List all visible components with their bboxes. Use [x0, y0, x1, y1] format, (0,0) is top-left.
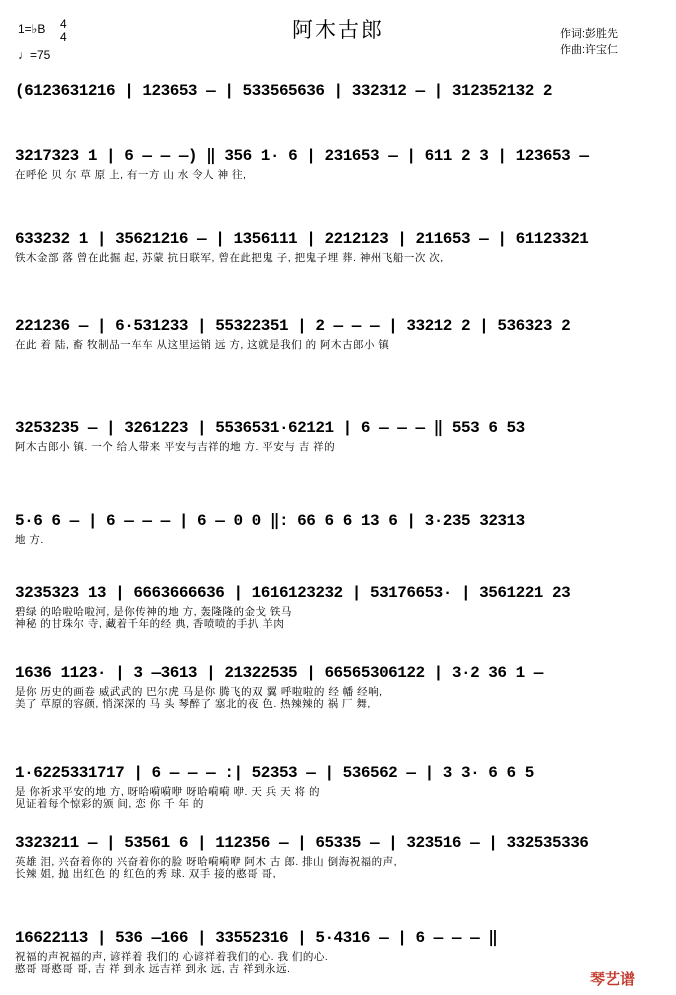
lyrics-line-1: 祝福的声祝福的声, 谚祥着 我们的 心谚祥着我们的心. 我 们的心.	[15, 951, 329, 963]
jianpu-notes: 3217323 1 | 6 — — —) ‖ 356 1· 6 | 231653 — | 611 2 3 | 123653 —	[15, 147, 589, 165]
jianpu-notes: 16622113 | 536 —166 | 33552316 | 5·4316 — | 6 — — — ‖	[15, 929, 498, 947]
lyrics-line-1: 碧绿 的哈啦哈啦河, 是你传神的地 方, 轰隆隆的金戈 铁马	[15, 606, 292, 618]
tempo-marking: ♩=75	[18, 48, 51, 62]
lyrics-line-2: 神秘 的甘珠尔 寺, 藏着千年的经 典, 香喷喷的手扒 羊肉	[15, 618, 285, 630]
jianpu-notes: 3235323 13 | 6663666636 | 1616123232 | 53176653· | 3561221 23	[15, 584, 571, 602]
lyrics-line-1: 在呼伦 贝 尔 草 原 上, 有一方 山 水 令人 神 往,	[15, 169, 247, 181]
composer: 作曲:许宝仁	[560, 44, 619, 56]
jianpu-notes: 3323211 — | 53561 6 | 112356 — | 65335 — | 323516 — | 332535336	[15, 834, 589, 852]
score-row	[15, 580, 660, 630]
lyrics-line-1: 是你 历史的画卷 威武武的 巴尔虎 马是你 腾飞的双 翼 呼啦啦的 经 幡 经响,	[15, 686, 383, 698]
song-title: 阿木古郎	[292, 19, 384, 42]
jianpu-notes: 633232 1 | 35621216 — | 1356111 | 2212123 | 211653 — | 61123321	[15, 230, 589, 248]
score-row	[15, 508, 660, 546]
score-row	[15, 313, 660, 351]
score-row	[15, 660, 660, 710]
key-signature: 1=♭B	[18, 22, 46, 36]
score-row	[15, 830, 660, 880]
jianpu-notes: 5·6 6 — | 6 — — — | 6 — 0 0 ‖: 66 6 6 13 6 | 3·235 32313	[15, 512, 525, 530]
lyrics-line-1: 在此 着 陆, 畜 牧制品一车车 从这里运销 远 方, 这就是我们 的 阿木古郎小 镇	[15, 339, 390, 351]
score-row	[15, 760, 660, 810]
score-row	[15, 925, 660, 975]
lyrics-line-1: 是 你祈求平安的地 方, 呀哈嗬嗬咿 呀哈嗬嗬 咿. 天 兵 天 将 的	[15, 786, 321, 798]
lyricist: 作词:彭胜先	[560, 28, 619, 40]
score-row	[15, 78, 660, 104]
score-row	[15, 143, 660, 181]
lyrics-line-1: 铁木金部 落 曾在此掘 起, 苏蒙 抗日联军, 曾在此把鬼 子, 把鬼子埋 葬. 神州飞船一次 次,	[15, 252, 444, 264]
jianpu-notes: (6123631216 | 123653 — | 533565636 | 332312 — | 312352132 2	[15, 82, 552, 100]
jianpu-notes: 221236 — | 6·531233 | 55322351 | 2 — — — | 33212 2 | 536323 2	[15, 317, 571, 335]
credits	[560, 26, 618, 58]
jianpu-notes: 1·6225331717 | 6 — — — :| 52353 — | 536562 — | 3 3· 6 6 5	[15, 764, 534, 782]
score-row	[15, 415, 660, 453]
jianpu-notes: 1636 1123· | 3 —3613 | 21322535 | 66565306122 | 3·2 36 1 —	[15, 664, 543, 682]
lyrics-line-2: 美了 草原的容颜, 悄深深的 马 头 琴醉了 塞北的夜 色. 热辣辣的 祸 厂 舞,	[15, 698, 371, 710]
watermark-logo: 琴艺谱	[590, 971, 636, 988]
lyrics-line-1: 阿木古郎小 镇. 一个 给人带来 平安与吉祥的地 方. 平安与 吉 祥的	[15, 441, 336, 453]
lyrics-line-2: 长辣 姐, 抛 出红色 的 红色的秀 球. 双手 接的憨哥 哥,	[15, 868, 277, 880]
lyrics-line-2: 见证着每个惊彩的颁 间, 恋 你 千 年 的	[15, 798, 204, 810]
score-row	[15, 226, 660, 264]
jianpu-notes: 3253235 — | 3261223 | 5536531·62121 | 6 — — — ‖ 553 6 53	[15, 419, 525, 437]
lyrics-line-1: 地 方.	[15, 534, 44, 546]
lyrics-line-1: 英雄 泪, 兴奋着你的 兴奋着你的脸 呀哈嗬嗬咿 阿木 古 郎. 排山 倒海祝福的声,	[15, 856, 398, 868]
lyrics-line-2: 憨哥 哥憨哥 哥, 吉 祥 到永 远吉祥 到永 远, 吉 祥到永远.	[15, 963, 291, 975]
time-signature: 4 4	[60, 17, 67, 44]
